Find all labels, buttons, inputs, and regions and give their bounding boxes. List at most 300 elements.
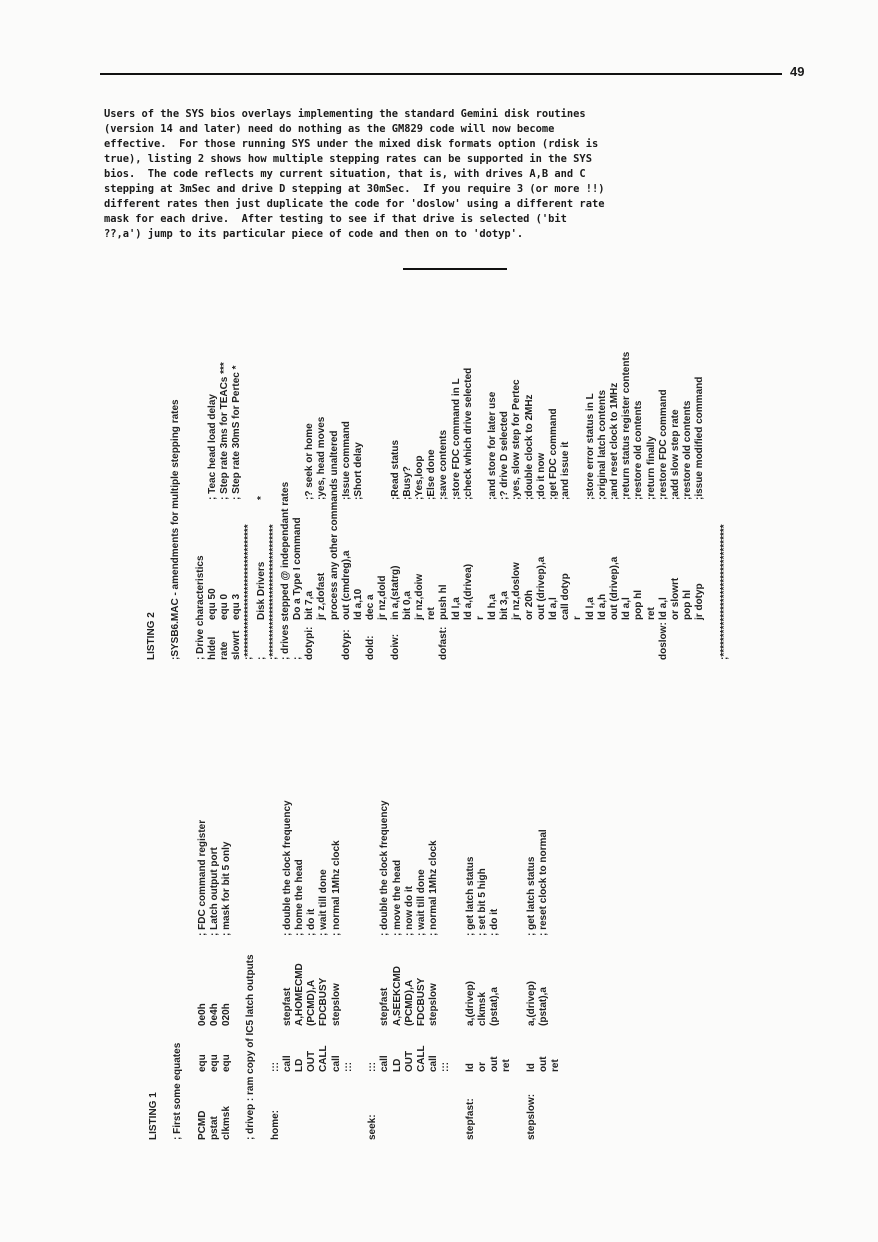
code-line [172, 640, 184, 1140]
code-cell: stepslow [428, 983, 440, 1026]
listing-1-title: LISTING 1 [148, 1092, 159, 1140]
code-cell: in a,(statrg) [389, 565, 401, 620]
code-cell: PCMD [196, 1110, 208, 1140]
code-cell [184, 640, 196, 936]
code-cell: jr z,dofast [316, 572, 328, 620]
code-cell: Do a Type I command [292, 517, 304, 620]
code-cell [501, 640, 513, 936]
code-line [658, 260, 670, 660]
intro-line: stepping at 3mSec and drive D stepping at 30mSec. If you require 3 (or more !!) [104, 183, 605, 195]
code-line [343, 640, 355, 1140]
code-line [548, 260, 560, 660]
code-cell [258, 1072, 270, 1140]
code-cell: ;Short delay [353, 442, 365, 500]
code-cell: ; drivep : ram copy of IC5 latch outputs [245, 954, 257, 1140]
code-cell: ret [645, 607, 657, 620]
code-cell: clkmsk [220, 1106, 232, 1140]
code-cell: ; Teac head load delay [206, 394, 218, 500]
code-cell [280, 260, 292, 500]
code-line [477, 640, 489, 1140]
code-cell: ld a,10 [353, 588, 365, 620]
code-line [440, 640, 452, 1140]
code-cell: or slowrt [669, 577, 681, 620]
code-cell: ;********************************** [718, 524, 730, 660]
code-cell: out (drivep),a [535, 556, 547, 620]
code-cell [550, 1072, 562, 1140]
code-cell: ; get latch status [525, 856, 537, 936]
code-cell: ; drives stepped @ independant rates [279, 481, 291, 660]
code-cell [258, 640, 270, 936]
code-line [585, 260, 597, 660]
page-number: 49 [790, 64, 805, 79]
code-line [392, 640, 404, 1140]
code-cell: ;add slow step rate [669, 409, 681, 500]
code-line [560, 260, 572, 660]
code-cell [343, 640, 355, 936]
code-cell [513, 1072, 525, 1140]
code-line [184, 640, 196, 1140]
code-cell [499, 620, 511, 660]
code-cell [489, 1072, 501, 1140]
code-cell: doiw: [389, 633, 401, 660]
code-cell: out (drivep),a [608, 556, 620, 620]
code-cell: ;restore FDC command [657, 389, 669, 500]
code-cell: ;check which drive selected [462, 367, 474, 500]
code-cell: ld [464, 1063, 476, 1072]
code-cell: dec a [365, 594, 377, 620]
code-line [416, 640, 428, 1140]
code-cell: bit 7,a [304, 591, 316, 620]
code-cell: dotypi: [304, 626, 316, 660]
code-cell: equ 3 [231, 593, 243, 620]
code-cell [453, 1072, 465, 1140]
code-cell: ; First some equates [172, 1042, 184, 1140]
code-cell [233, 1026, 245, 1072]
code-cell: ; now do it [403, 886, 415, 936]
code-cell: ::: [440, 1062, 452, 1072]
code-cell: ; FDC command register [196, 819, 208, 936]
code-cell: ; [292, 656, 304, 660]
code-cell: ;restore old contents [633, 400, 645, 500]
code-line [513, 640, 525, 1140]
code-cell: ; normal 1Mhz clock [428, 840, 440, 936]
code-cell [379, 1072, 391, 1140]
code-cell [719, 500, 731, 620]
code-cell: ret [501, 1059, 513, 1072]
code-cell: ::: [367, 1062, 379, 1072]
code-cell [245, 1026, 257, 1072]
listing-2 [146, 260, 786, 660]
code-line [609, 260, 621, 660]
code-cell [706, 620, 718, 660]
code-line [197, 640, 209, 1140]
code-cell: ld [525, 1063, 537, 1072]
code-cell: (pstat),a [537, 987, 549, 1026]
code-cell [513, 936, 525, 1026]
code-cell: push hl [438, 584, 450, 620]
code-cell: out [537, 1056, 549, 1072]
code-line [646, 260, 658, 660]
code-line [221, 640, 233, 1140]
code-cell: ;? drive D selected [499, 411, 511, 500]
code-cell: ; move the head [391, 859, 403, 936]
code-cell [377, 260, 389, 500]
code-cell [524, 620, 536, 660]
code-line [524, 260, 536, 660]
code-cell [548, 620, 560, 660]
code-cell: 0e4h [208, 1003, 220, 1026]
code-cell [402, 620, 414, 660]
code-cell [233, 640, 245, 936]
code-cell: r [572, 616, 584, 620]
code-line [621, 260, 633, 660]
code-cell: stepfast [379, 987, 391, 1026]
code-line [511, 260, 523, 660]
code-line [270, 640, 282, 1140]
code-cell [453, 640, 465, 936]
code-cell [694, 620, 706, 660]
code-cell [538, 1072, 550, 1140]
code-line [329, 260, 341, 660]
code-cell: ;and store for later use [487, 391, 499, 500]
code-cell: equ [196, 1054, 208, 1072]
listing-2-title: LISTING 2 [146, 612, 157, 660]
code-cell [331, 1072, 343, 1140]
code-line [633, 260, 645, 660]
code-cell: stepfast [281, 987, 293, 1026]
code-cell [560, 620, 572, 660]
code-line [170, 260, 182, 660]
code-cell: ;save contents [438, 429, 450, 500]
code-cell: ; do it [489, 908, 501, 936]
code-cell [184, 936, 196, 1026]
code-cell: CALL [415, 1045, 427, 1072]
code-cell: ld h,a [487, 593, 499, 620]
code-cell: ;get FDC command [548, 408, 560, 500]
code-line [706, 260, 718, 660]
code-cell [184, 1026, 196, 1072]
code-cell: ;Yes,loop [413, 455, 425, 500]
code-cell [355, 1072, 367, 1140]
code-cell: dotyp: [340, 629, 352, 660]
code-cell: ;********************************** [243, 524, 255, 660]
code-cell [170, 500, 182, 620]
code-cell: LD [391, 1058, 403, 1072]
code-line [536, 260, 548, 660]
code-cell [706, 260, 718, 500]
code-cell [682, 620, 694, 660]
intro-line: effective. For those running SYS under the mixed disk formats option (rdisk is [104, 138, 599, 150]
code-line [195, 260, 207, 660]
code-line [453, 640, 465, 1140]
code-line [256, 260, 268, 660]
code-cell: ;Busy? [401, 466, 413, 500]
code-cell [487, 620, 499, 660]
code-cell: ; Latch output port [208, 847, 220, 936]
code-cell: clkmsk [476, 992, 488, 1026]
code-cell: * [255, 496, 267, 500]
code-cell: slowrt [231, 630, 243, 660]
code-line [318, 640, 330, 1140]
code-cell: (PCMD),A [403, 979, 415, 1026]
code-line [282, 640, 294, 1140]
code-cell: doslow: [657, 622, 669, 660]
code-line [353, 260, 365, 660]
code-line [268, 260, 280, 660]
code-cell: equ 50 [206, 588, 218, 620]
code-line [402, 260, 414, 660]
code-cell: ; do it [306, 908, 318, 936]
code-cell: ; double the clock frequency [379, 800, 391, 936]
code-cell [440, 1072, 452, 1140]
code-line [501, 640, 513, 1140]
code-cell [404, 1072, 416, 1140]
code-cell: ;restore old contents [682, 400, 694, 500]
code-cell: ; mask for bit 5 only [220, 841, 232, 936]
code-cell: hldel [206, 636, 218, 660]
code-line [390, 260, 402, 660]
code-cell [453, 1026, 465, 1072]
code-cell: (pstat),a [489, 987, 501, 1026]
code-cell: A,SEEKCMD [391, 965, 403, 1026]
code-cell [355, 936, 367, 1026]
code-cell: call dotyp [560, 573, 572, 620]
code-cell: ;Issue command [340, 421, 352, 500]
code-cell: call [281, 1055, 293, 1072]
code-line [475, 260, 487, 660]
code-cell: ret [550, 1059, 562, 1072]
code-cell: ; wait till done [415, 869, 427, 936]
code-line [294, 640, 306, 1140]
code-line [306, 640, 318, 1140]
code-cell: ld l,a [584, 597, 596, 620]
code-cell: ;? seek or home [304, 423, 316, 500]
code-line [219, 260, 231, 660]
code-line [465, 640, 477, 1140]
code-cell [268, 500, 280, 620]
code-cell [501, 936, 513, 1026]
code-line [414, 260, 426, 660]
code-cell: ;return finally [645, 436, 657, 500]
code-cell [367, 936, 379, 1026]
code-cell [572, 620, 584, 660]
code-cell [233, 936, 245, 1026]
code-cell: stepslow [330, 983, 342, 1026]
code-cell [258, 1026, 270, 1072]
code-cell: ; wait till done [318, 869, 330, 936]
code-line [538, 640, 550, 1140]
code-line [670, 260, 682, 660]
code-cell: ; normal 1Mhz clock [330, 840, 342, 936]
code-line [280, 260, 292, 660]
code-cell [172, 1026, 184, 1072]
code-cell: ;store error status in L [584, 393, 596, 500]
code-cell: ;Read status [389, 439, 401, 500]
code-cell [343, 1072, 355, 1140]
code-cell [233, 1072, 245, 1140]
code-cell: 0e0h [196, 1003, 208, 1026]
code-cell: ;issue modified command [694, 376, 706, 500]
code-cell [463, 620, 475, 660]
code-cell: ret [426, 607, 438, 620]
code-cell [414, 620, 426, 660]
code-cell [536, 620, 548, 660]
code-cell: ;original latch contents [596, 389, 608, 500]
code-line [404, 640, 416, 1140]
code-cell [550, 640, 562, 936]
listing-1 [148, 640, 648, 1140]
code-cell [355, 640, 367, 936]
code-cell: equ [208, 1054, 220, 1072]
code-cell: OUT [306, 1050, 318, 1072]
code-cell: jr dotyp [694, 583, 706, 620]
code-line [526, 640, 538, 1140]
code-cell: ;and issue it [560, 441, 572, 500]
code-cell [477, 1072, 489, 1140]
code-line [719, 260, 731, 660]
code-cell [195, 500, 207, 620]
code-cell [451, 620, 463, 660]
code-cell [353, 620, 365, 660]
code-cell: ld a,l [657, 597, 669, 620]
code-line [438, 260, 450, 660]
code-cell [633, 620, 645, 660]
intro-line: ??,a') jump to its particular piece of code and then on to 'dotyp'. [104, 228, 524, 240]
code-cell [343, 936, 355, 1026]
code-cell [170, 260, 182, 500]
code-line [258, 640, 270, 1140]
code-line [209, 640, 221, 1140]
code-cell: ; Drive characteristics [194, 555, 206, 660]
code-cell [392, 1072, 404, 1140]
code-line [487, 260, 499, 660]
code-cell: ; double the clock frequency [281, 800, 293, 936]
code-cell: LD [294, 1058, 306, 1072]
code-cell [440, 936, 452, 1026]
code-cell: or [476, 1062, 488, 1072]
code-cell: ld a,l [548, 597, 560, 620]
code-cell [440, 640, 452, 936]
code-cell: ; reset clock to normal [537, 829, 549, 936]
code-cell [318, 1072, 330, 1140]
code-line [231, 260, 243, 660]
code-cell [367, 640, 379, 936]
intro-line: Users of the SYS bios overlays implementing the standard Gemini disk routines [104, 108, 586, 120]
code-cell [172, 640, 184, 936]
code-cell: ;Else done [426, 449, 438, 500]
code-line [463, 260, 475, 660]
code-cell: A,HOMECMD [294, 963, 306, 1026]
code-cell [453, 936, 465, 1026]
code-cell: call [330, 1055, 342, 1072]
code-cell: jr nz,dold [377, 575, 389, 620]
intro-paragraph [104, 107, 804, 242]
code-line [694, 260, 706, 660]
code-line [499, 260, 511, 660]
code-cell: call [379, 1055, 391, 1072]
code-line [331, 640, 343, 1140]
code-cell [258, 936, 270, 1026]
code-cell: FDCBUSY [318, 977, 330, 1026]
code-cell: ; set bit 5 high [476, 868, 488, 936]
code-cell: bit 0,a [401, 591, 413, 620]
code-cell [270, 640, 282, 936]
intro-line: different rates then just duplicate the code for 'doslow' using a different rate [104, 198, 605, 210]
code-line [365, 260, 377, 660]
code-cell: process any other commands unaltered [328, 430, 340, 620]
code-cell: stepfast: [464, 1098, 476, 1140]
code-cell [550, 936, 562, 1026]
code-cell: stepslow: [525, 1093, 537, 1140]
code-cell: call [428, 1055, 440, 1072]
code-cell [329, 260, 341, 500]
code-cell: ;and reset clock to 1MHz [608, 382, 620, 500]
code-cell: ; [255, 656, 267, 660]
code-cell: ;double clock to 2MHz [523, 394, 535, 500]
code-cell [572, 260, 584, 500]
code-cell [182, 500, 194, 620]
code-cell [245, 640, 257, 936]
code-cell: ;SYSB6.MAC - amendments for multiple stepping rates [170, 399, 182, 660]
code-cell [416, 1072, 428, 1140]
code-cell [184, 1072, 196, 1140]
code-cell: ; get latch status [464, 856, 476, 936]
code-cell [609, 620, 621, 660]
code-cell [195, 260, 207, 500]
code-cell [243, 260, 255, 500]
code-line [233, 640, 245, 1140]
code-cell [597, 620, 609, 660]
code-cell: ;yes, head moves [316, 416, 328, 500]
code-cell [294, 1072, 306, 1140]
code-cell [475, 260, 487, 500]
code-cell: dold: [365, 635, 377, 660]
code-cell [501, 1072, 513, 1140]
code-cell [182, 260, 194, 500]
code-cell [670, 620, 682, 660]
code-cell [282, 1072, 294, 1140]
code-cell: ::: [342, 1062, 354, 1072]
code-cell: ;return status register contents [621, 351, 633, 500]
code-cell: pstat [208, 1116, 220, 1140]
code-cell: dofast: [438, 626, 450, 660]
code-line [304, 260, 316, 660]
code-line [182, 260, 194, 660]
code-line [379, 640, 391, 1140]
code-cell [377, 620, 389, 660]
code-cell: home: [269, 1110, 281, 1140]
code-cell [511, 620, 523, 660]
code-line [207, 260, 219, 660]
code-line [355, 640, 367, 1140]
code-cell: ::: [269, 1062, 281, 1072]
code-cell: pop hl [682, 590, 694, 620]
code-cell: ; home the head [294, 859, 306, 936]
code-cell: ;********************************** [267, 524, 279, 660]
code-cell: OUT [403, 1050, 415, 1072]
code-cell [475, 620, 487, 660]
code-cell [270, 936, 282, 1026]
code-cell [513, 640, 525, 936]
code-cell: r [474, 616, 486, 620]
code-cell [268, 260, 280, 500]
code-cell [243, 500, 255, 620]
code-cell: (PCMD),A [306, 979, 318, 1026]
code-line [341, 260, 353, 660]
code-line [243, 260, 255, 660]
code-cell: ;yes, slow step for Pertec [511, 379, 523, 500]
code-cell [513, 1026, 525, 1072]
